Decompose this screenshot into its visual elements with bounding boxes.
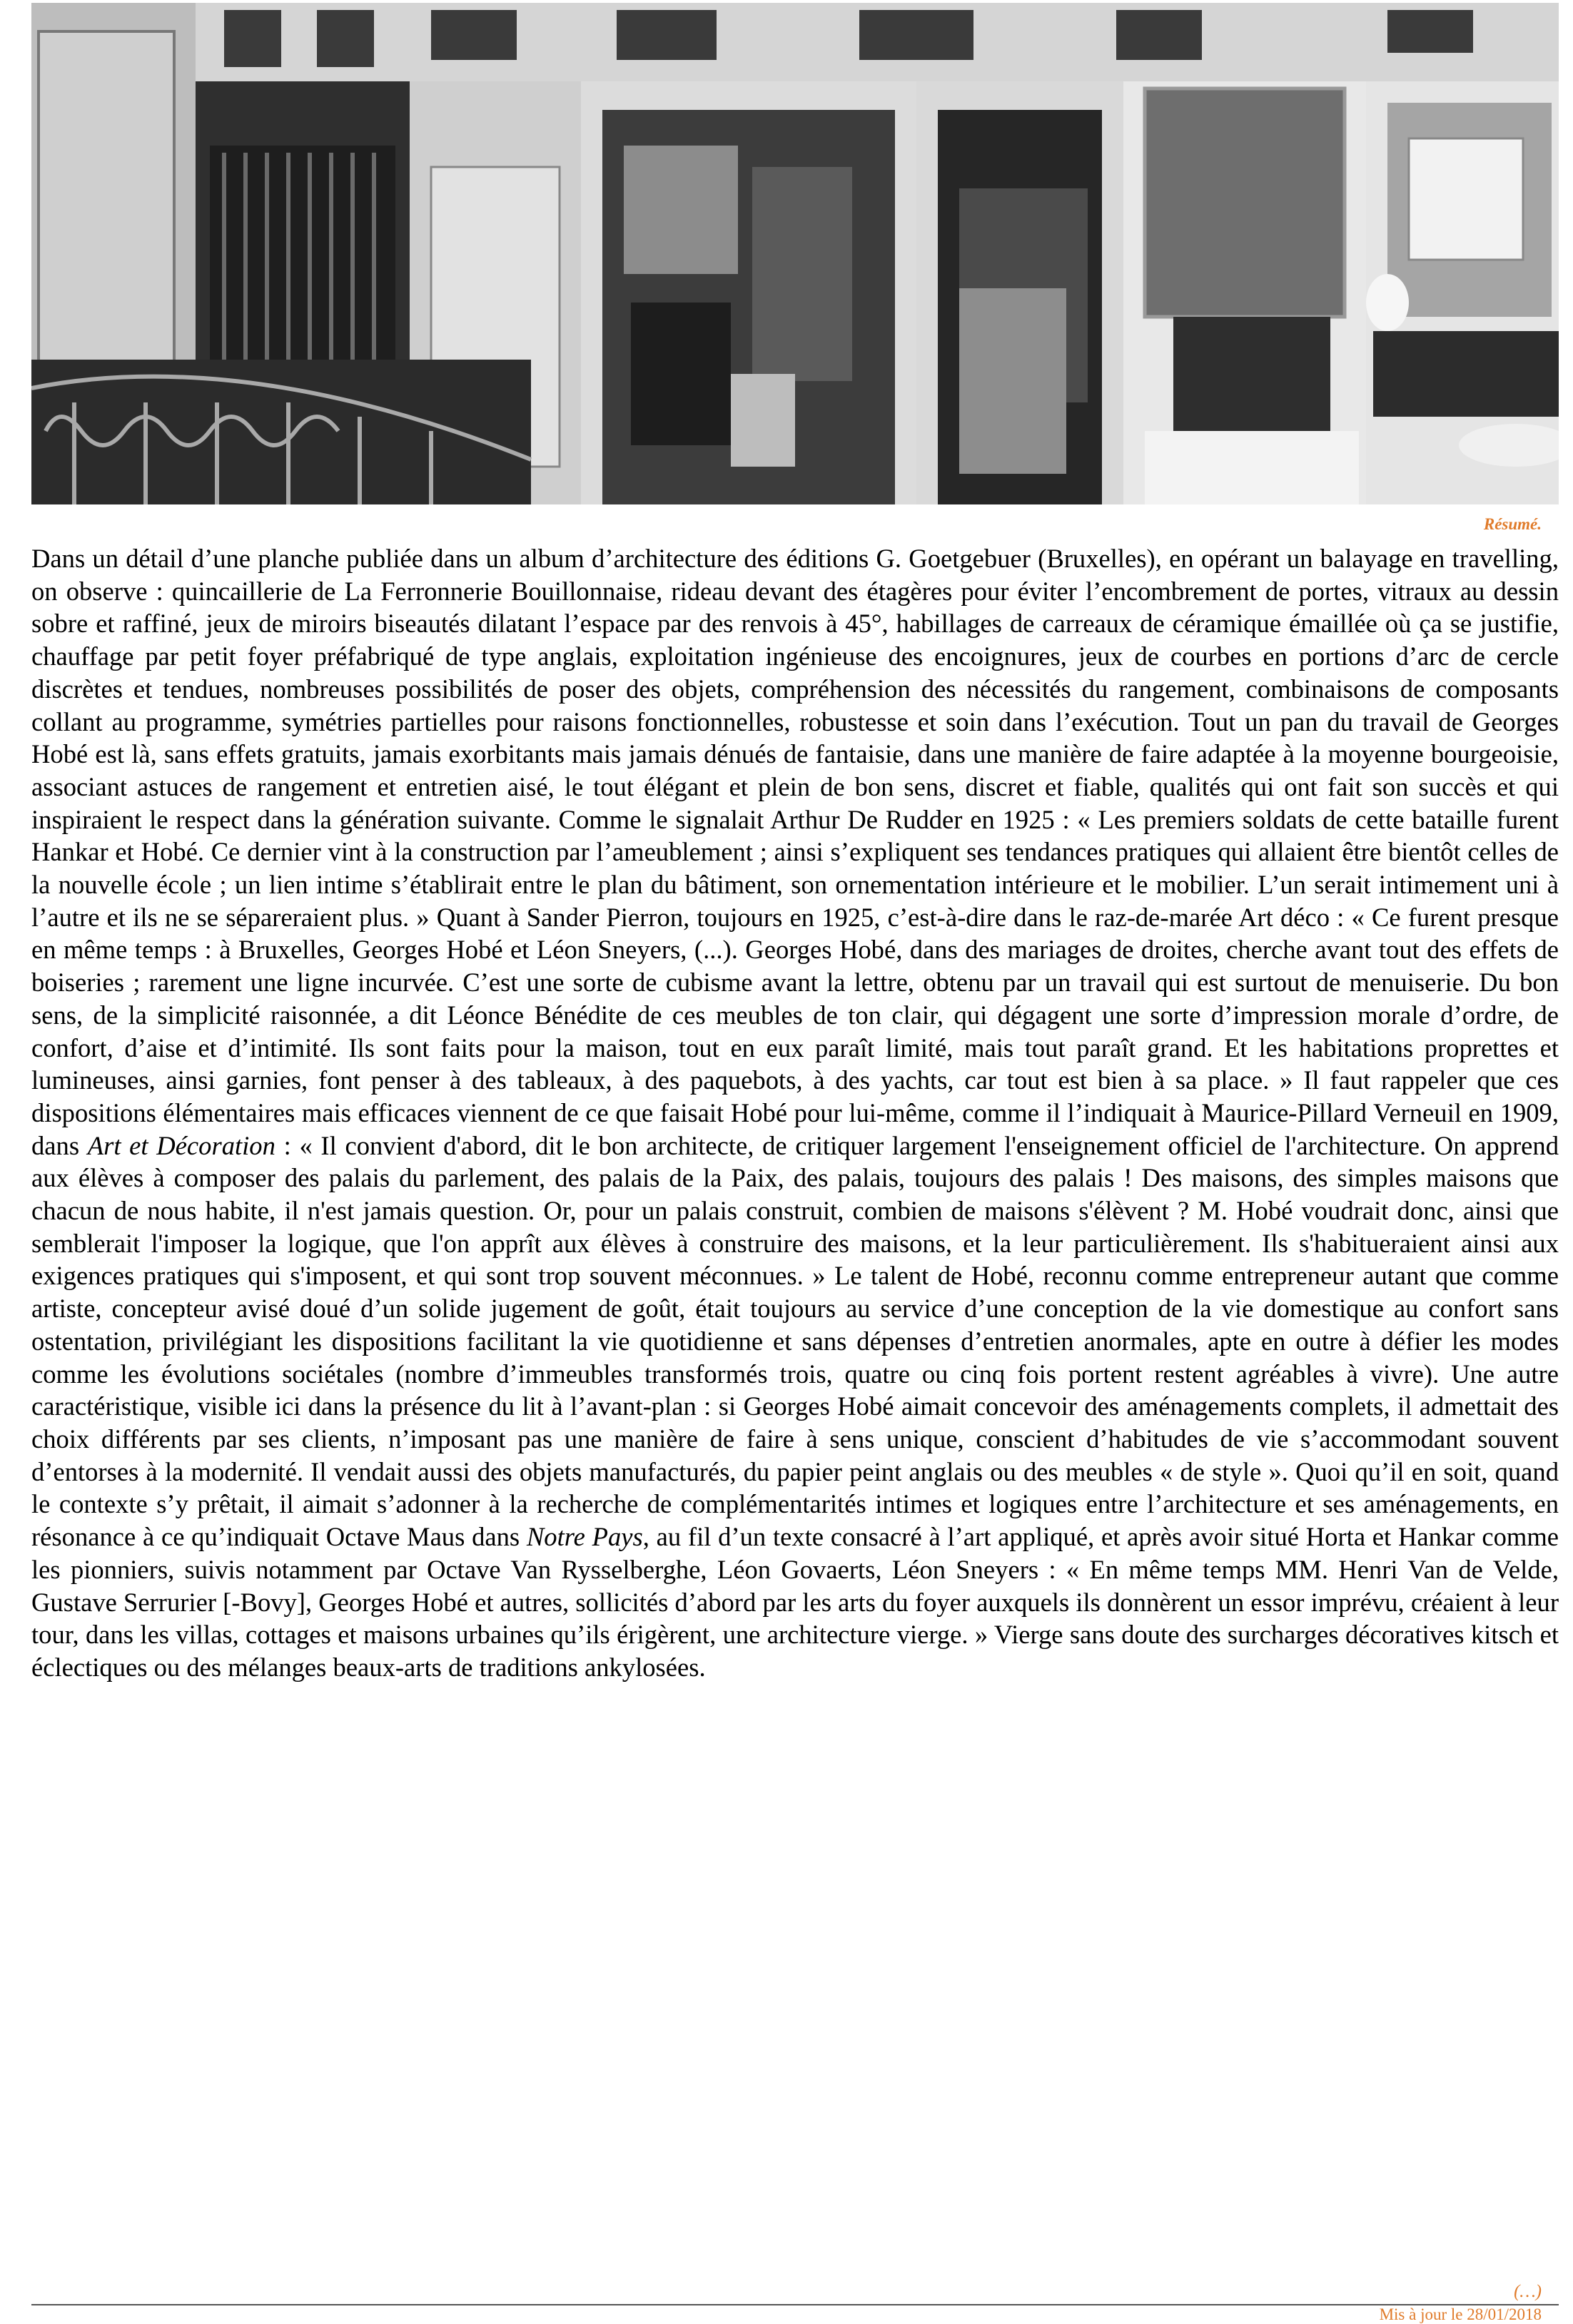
last-updated-date: Mis à jour le 28/01/2018 bbox=[1379, 2305, 1542, 2323]
continuation-ellipsis: (…) bbox=[1514, 2282, 1542, 2301]
photo-illustration bbox=[31, 3, 1559, 504]
paragraph-italic-title-1: Art et Décoration bbox=[87, 1130, 275, 1160]
interior-photograph bbox=[31, 3, 1559, 504]
footer-divider bbox=[31, 2304, 1559, 2305]
paragraph-part-3: , au fil d’un texte consacré à l’art appliqué, et après avoir situé Horta et Hankar comme les pionniers, suivis notamment par Octave Van Rysselberghe, Léon Govaerts, Léon Sneyers : « En même temps MM. Henri Van de Velde, Gustave Serrurier [-Bovy], Georges Hobé et autres, sollicités d’abord par les arts du foyer auxquels ils donnèrent un essor imprévu, créaient à leur tour, dans les villas, cottages et maisons urbaines qu’ils érigèrent, une architecture vierge. » Vierge sans doute des surcharges décoratives kitsch et éclectiques ou des mélanges beaux-arts de traditions ankylosées. bbox=[31, 1522, 1559, 1682]
resume-label: Résumé. bbox=[1483, 515, 1542, 533]
paragraph-part-1: Dans un détail d’une planche publiée dans un album d’architecture des éditions G. Goetgebuer (Bruxelles), en opérant un balayage en travelling, on observe : quincaillerie de La Ferronnerie Bouillonnaise, rideau devant des étagères pour éviter l’encombrement de portes, vitraux au dessin sobre et raffiné, jeux de miroirs biseautés dilatant l’espace par des renvois à 45°, habillages de carreaux de céramique émaillée où ça se justifie, chauffage par petit foyer préfabriqué de type anglais, exploitation ingénieuse des encoignures, jeux de courbes en portions d’arc de cercle discrètes et tendues, nombreuses possibilités de poser des objets, compréhension des nécessités du rangement, combinaisons de composants collant au programme, symétries partielles pour raisons fonctionnelles, robustesse et soin dans l’exécution. Tout un pan du travail de Georges Hobé est là, sans effets gratuits, jamais exorbitants mais jamais dénués de fantaisie, dans une manière de faire adaptée à la moyenne bourgeoisie, associant astuces de rangement et entretien aisé, le tout élégant et plein de bon sens, discret et fiable, qualités qui ont fait son succès et qui inspiraient le respect dans la génération suivante. Comme le signalait Arthur De Rudder en 1925 : « Les premiers soldats de cette bataille furent Hankar et Hobé. Ce dernier vint à la construction par l’ameublement ; ainsi s’expliquent ses tendances pratiques qui allaient être bientôt celles de la nouvelle école ; un lien intime s’établirait entre le plan du bâtiment, son ornementation intérieure et le mobilier. L’un serait intimement uni à l’autre et ils ne se sépareraient plus. » Quant à Sander Pierron, toujours en 1925, c’est-à-dire dans le raz-de-marée Art déco : « Ce furent presque en même temps : à Bruxelles, Georges Hobé et Léon Sneyers, (...). Georges Hobé, dans des mariages de droites, cherche avant tout des effets de boiseries ; rarement une ligne incurvée. C’est une sorte de cubisme avant la lettre, obtenu par un travail qui est surtout de menuiserie. Du bon sens, de la simplicité raisonnée, a dit Léonce Bénédite de ces meubles de ton clair, qui dégagent une sorte d’impression morale d’ordre, de confort, d’aise et d’intimité. Ils sont faits pour la maison, tout en eux paraît limité, mais tout paraît grand. Et les habitations proprettes et lumineuses, ainsi garnies, font penser à des tableaux, à des paquebots, à des yachts, car tout est bien à sa place. » Il faut rappeler que ces dispositions élémentaires mais efficaces viennent de ce que faisait Hobé pour lui-même, comme il l’indiquait à Maurice-Pillard Verneuil en 1909, dans bbox=[31, 544, 1559, 1160]
paragraph-part-2: : « Il convient d'abord, dit le bon architecte, de critiquer largement l'enseignement officiel de l'architecture. On apprend aux élèves à composer des palais du parlement, des palais de la Paix, des palais, toujours des palais ! Des maisons, des simples maisons que chacun de nous habite, il n'est jamais question. Or, pour un palais construit, combien de maisons s'élèvent ? M. Hobé voudrait donc, ainsi que semblerait l'imposer la logique, que l'on apprît aux élèves à construire des maisons, et la leur particulièrement. Ils s'habitueraient ainsi aux exigences pratiques qui s'imposent, et qui sont trop souvent méconnues. » Le talent de Hobé, reconnu comme entrepreneur autant que comme artiste, concepteur avisé doué d’un solide jugement de goût, était toujours au service d’une conception de la vie domestique au confort sans ostentation, privilégiant les dispositions facilitant la vie quotidienne et sans dépenses d’entretien anormales, apte en outre à défier les modes comme les évolutions sociétales (nombre d’immeubles transformés trois, quatre ou cinq fois portent restent agréables à vivre). Une autre caractéristique, visible ici dans la présence du lit à l’avant-plan : si Georges Hobé aimait concevoir des aménagements complets, il admettait des choix différents par ses clients, n’imposant pas une manière de faire à sens unique, conscient d’habitudes de vie s’accommodant souvent d’entorses à la modernité. Il vendait aussi des objets manufacturés, du papier peint anglais ou des meubles « de style ». Quoi qu’il en soit, quand le contexte s’y prêtait, il aimait s’adonner à la recherche de complémentarités intimes et logiques entre l’architecture et ses aménagements, en résonance à ce qu’indiquait Octave Maus dans bbox=[31, 1130, 1559, 1552]
body-paragraph bbox=[31, 542, 1559, 1684]
paragraph-italic-title-2: Notre Pays bbox=[526, 1522, 643, 1552]
